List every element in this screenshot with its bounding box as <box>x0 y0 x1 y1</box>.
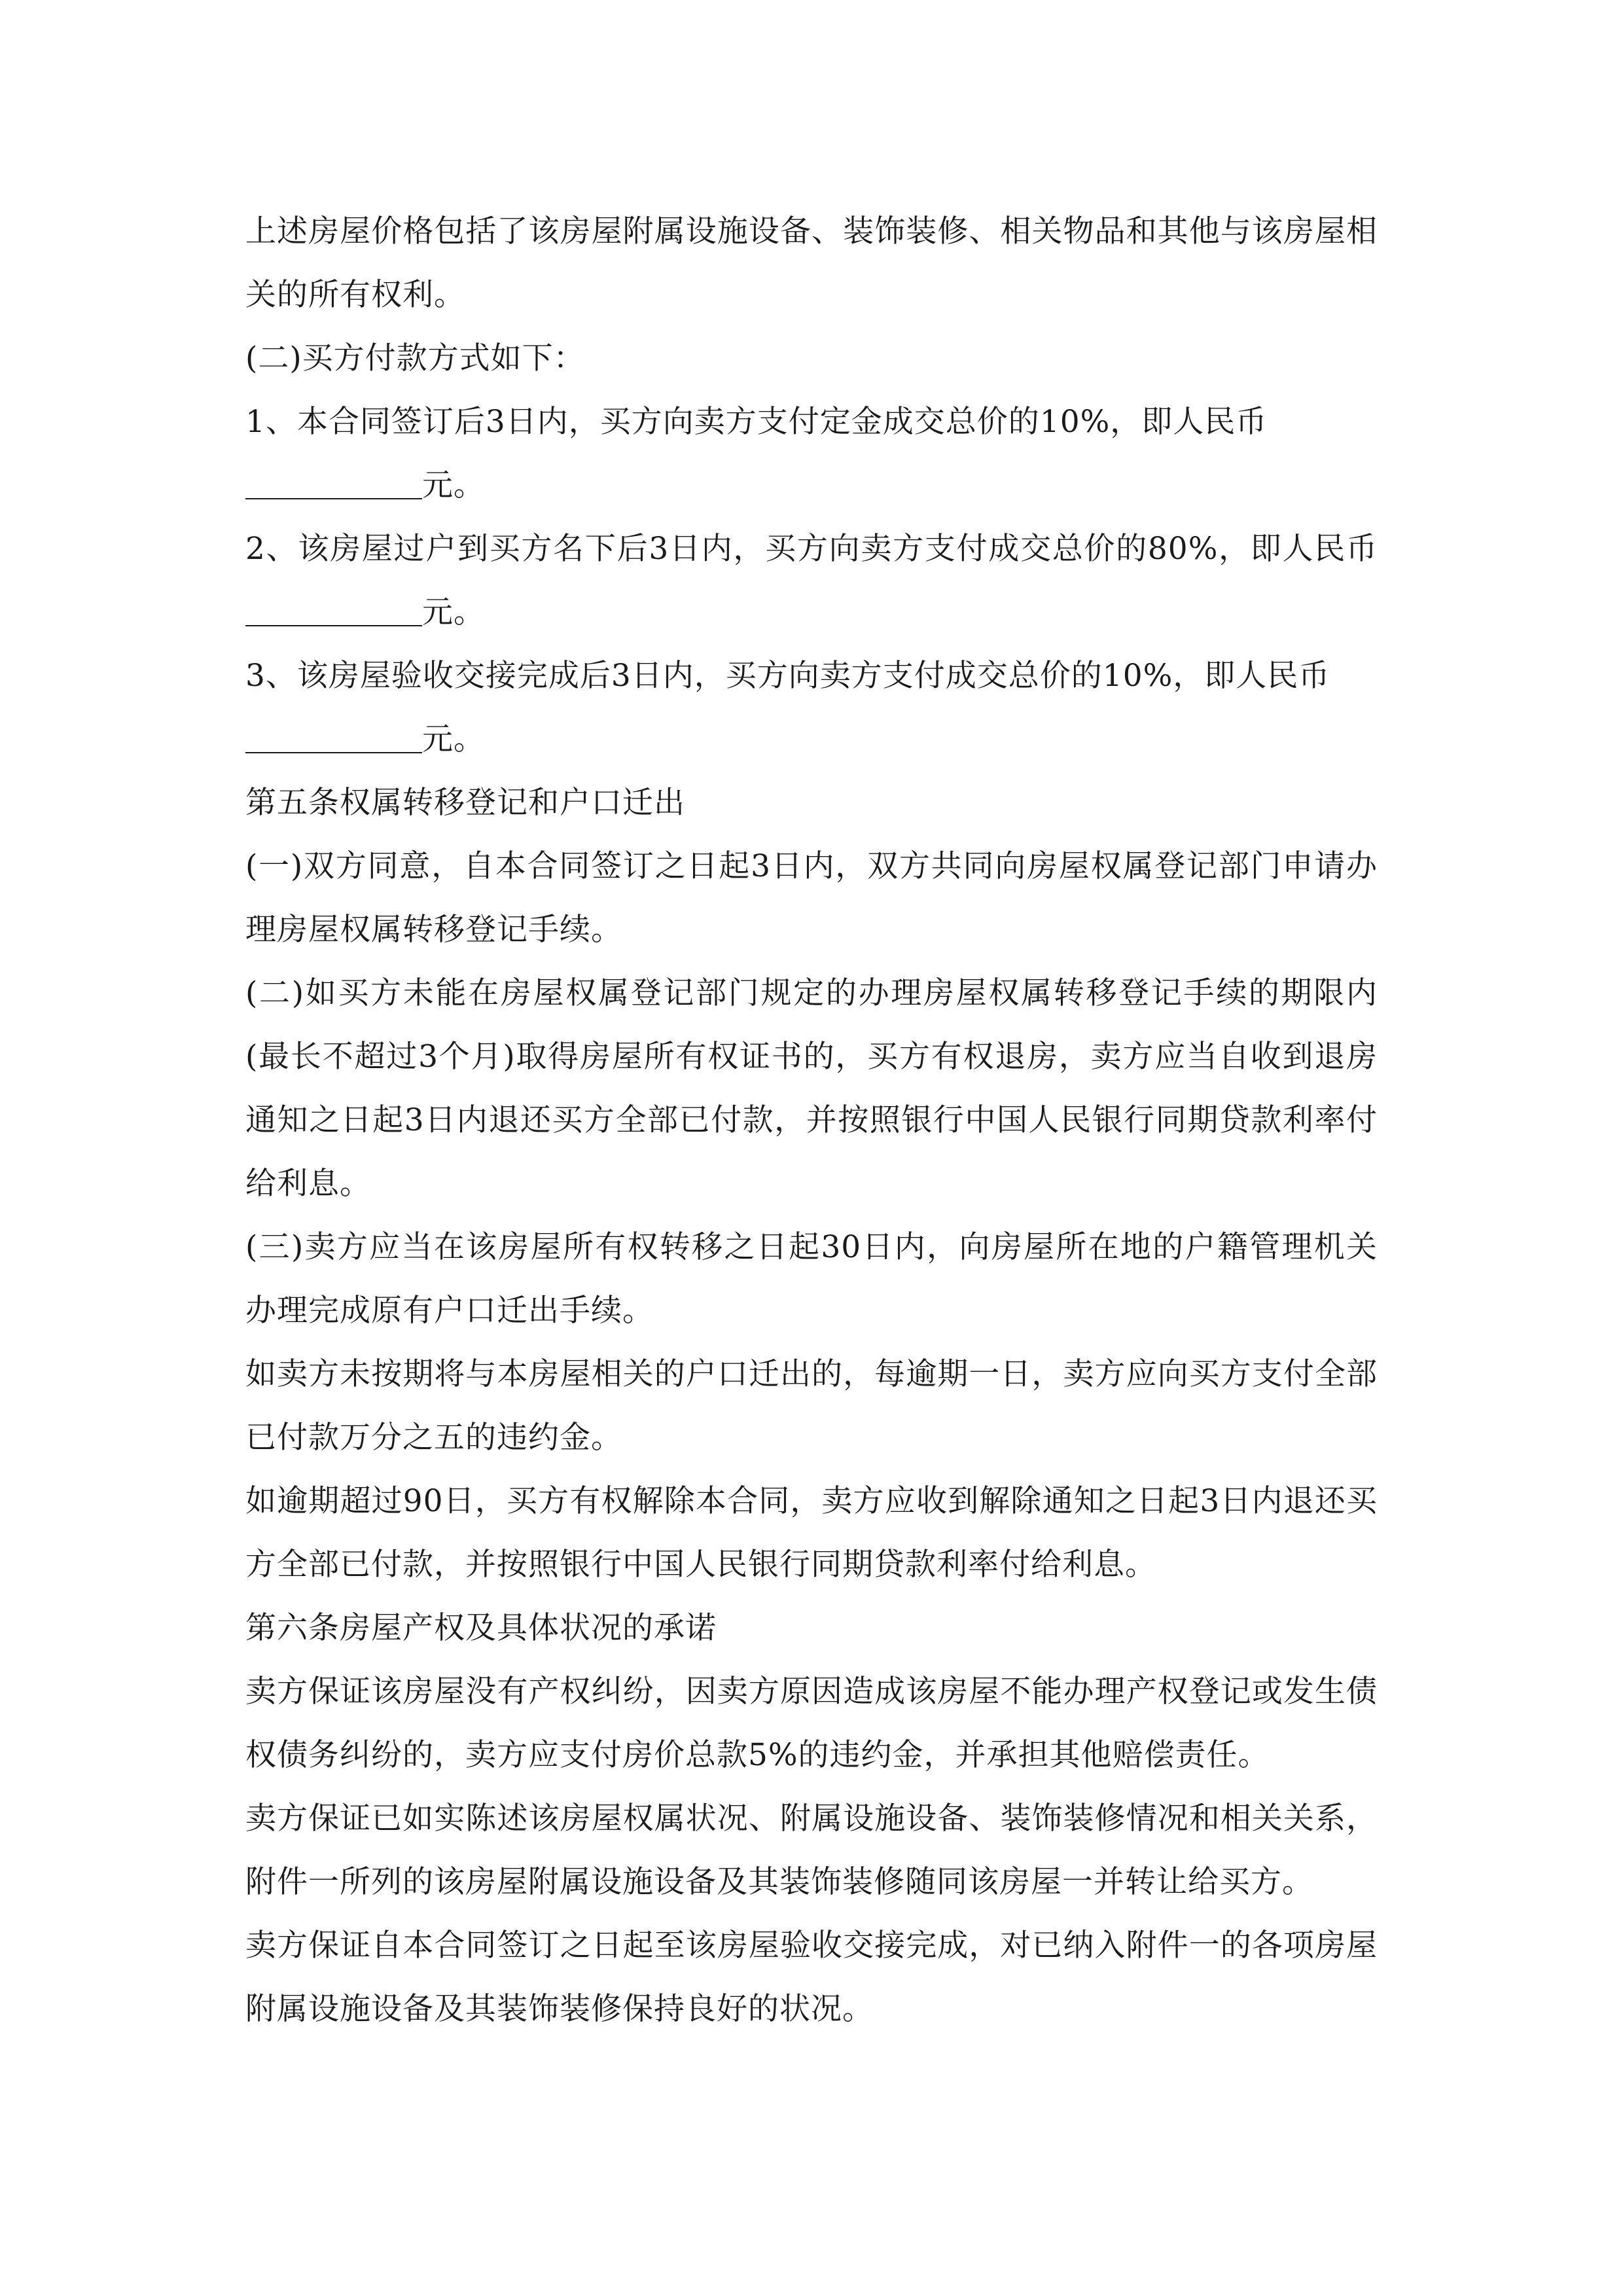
paragraph: 上述房屋价格包括了该房屋附属设施设备、装饰装修、相关物品和其他与该房屋相关的所有权利。 <box>245 213 1378 313</box>
fill-in-blank <box>245 721 422 753</box>
paragraph: 1、本合同签订后3日内，买方向卖方支付定金成交总价的10%，即人民币 元。 <box>245 404 1268 503</box>
document-body <box>245 200 1378 2041</box>
paragraph: (二)买方付款方式如下： <box>245 340 585 376</box>
section-heading: 第五条权属转移登记和户口迁出 <box>245 785 685 821</box>
paragraph: (二)如买方未能在房屋权属登记部门规定的办理房屋权属转移登记手续的期限内(最长不超过3个月)取得房屋所有权证书的，买方有权退房，卖方应当自收到退房通知之日起3日内退还买方全部已付款，并按照银行中国人民银行同期贷款利率付给利息。 <box>245 975 1378 1202</box>
paragraph: 卖方保证该房屋没有产权纠纷，因卖方原因造成该房屋不能办理产权登记或发生债权债务纠纷的，卖方应支付房价总款5%的违约金，并承担其他赔偿责任。 <box>245 1674 1378 1773</box>
paragraph: (三)卖方应当在该房屋所有权转移之日起30日内，向房屋所在地的户籍管理机关办理完成原有户口迁出手续。 <box>245 1229 1378 1329</box>
paragraph: 如逾期超过90日，买方有权解除本合同，卖方应收到解除通知之日起3日内退还买方全部已付款，并按照银行中国人民银行同期贷款利率付给利息。 <box>245 1483 1378 1583</box>
paragraph: 卖方保证已如实陈述该房屋权属状况、附属设施设备、装饰装修情况和相关关系，附件一所列的该房屋附属设施设备及其装饰装修随同该房屋一并转让给买方。 <box>245 1801 1378 1900</box>
paragraph: (一)双方同意，自本合同签订之日起3日内，双方共同向房屋权属登记部门申请办理房屋权属转移登记手续。 <box>245 848 1378 948</box>
paragraph: 卖方保证自本合同签订之日起至该房屋验收交接完成，对已纳入附件一的各项房屋附属设施设备及其装饰装修保持良好的状况。 <box>245 1928 1378 2027</box>
section-heading: 第六条房屋产权及具体状况的承诺 <box>245 1610 717 1646</box>
paragraph: 2、该房屋过户到买方名下后3日内，买方向卖方支付成交总价的80%，即人民币元。 <box>245 531 1378 630</box>
paragraph: 3、该房屋验收交接完成后3日内，买方向卖方支付成交总价的10%，即人民币 元。 <box>245 658 1330 757</box>
fill-in-blank <box>245 467 422 499</box>
paragraph: 如卖方未按期将与本房屋相关的户口迁出的，每逾期一日，卖方应向买方支付全部已付款万分之五的违约金。 <box>245 1356 1378 1456</box>
fill-in-blank <box>245 594 422 626</box>
